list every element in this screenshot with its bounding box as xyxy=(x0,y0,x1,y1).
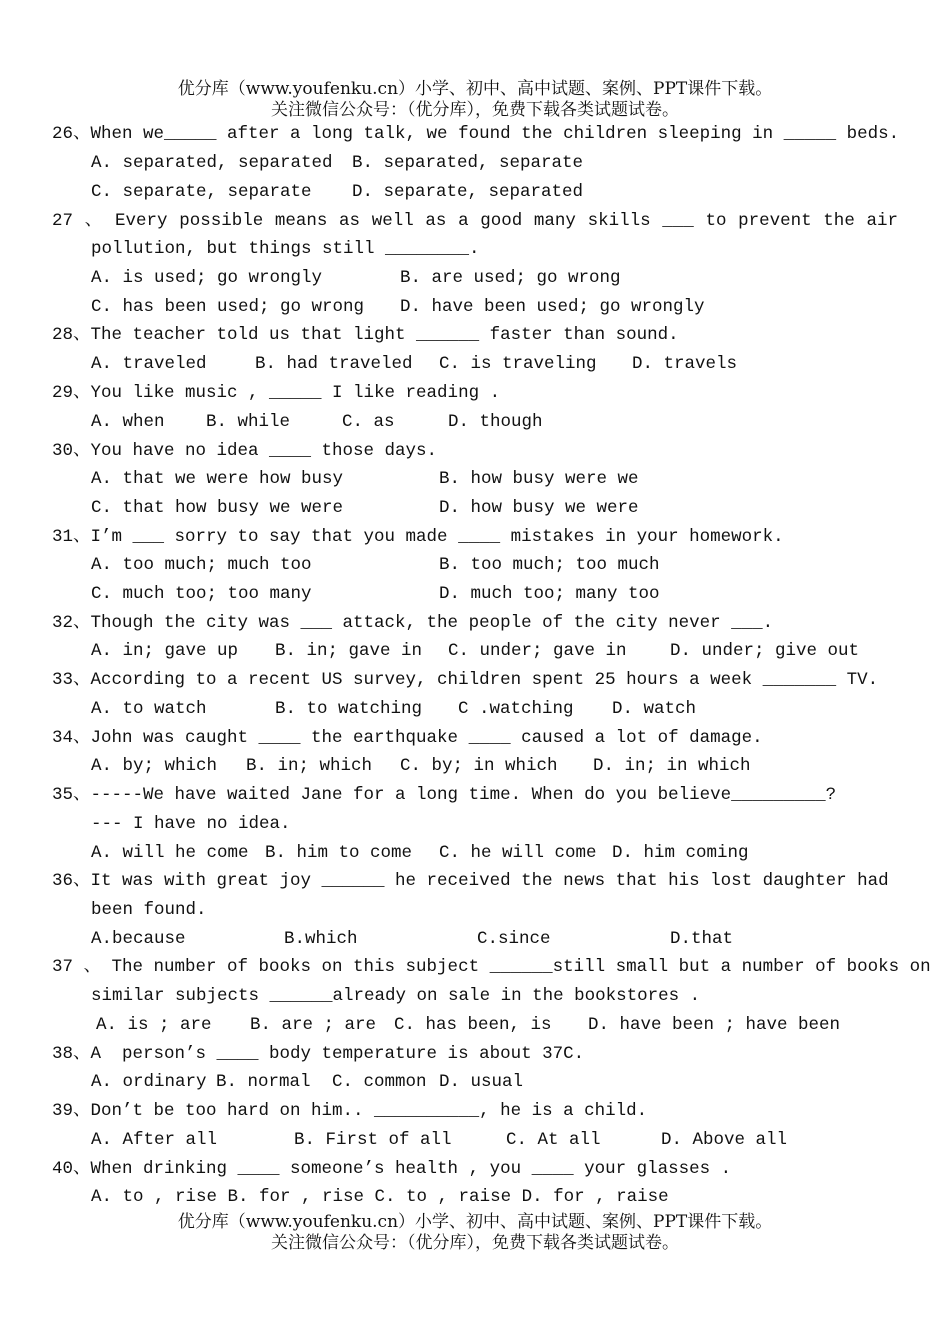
footer-line-1: 优分库（www.youfenku.cn）小学、初中、高中试题、案例、PPT课件下载。 xyxy=(177,1212,773,1232)
q35-option-c: C. he will come xyxy=(439,843,597,863)
q28-option-d: D. travels xyxy=(632,354,738,374)
q34-option-b: B. in; which xyxy=(246,756,373,776)
q27-option-b: B. are used; go wrong xyxy=(400,268,621,288)
q36-option-d: D.that xyxy=(670,929,734,949)
q28-option-a: A. traveled xyxy=(91,354,207,374)
q39-option-c: C. At all xyxy=(506,1130,601,1150)
q32-option-c: C. under; gave in xyxy=(448,641,627,661)
q40-stem: 40、When drinking ____ someone’s health , you ____ your glasses . xyxy=(52,1159,732,1179)
q40-options: A. to , rise B. for , rise C. to , raise D. for , raise xyxy=(91,1187,669,1207)
q37-stem-line-2: similar subjects ______already on sale in the bookstores . xyxy=(91,986,701,1006)
q38-option-a: A. ordinary xyxy=(91,1072,207,1092)
q32-option-d: D. under; give out xyxy=(670,641,860,661)
q35-stem-line-1: 35、-----We have waited Jane for a long time. When do you believe_________? xyxy=(52,785,837,805)
q38-option-d: D. usual xyxy=(439,1072,524,1092)
q34-option-d: D. in; in which xyxy=(593,756,751,776)
q29-option-d: D. though xyxy=(448,412,543,432)
q29-option-a: A. when xyxy=(91,412,165,432)
q27-stem-line-2: pollution, but things still ________. xyxy=(91,239,480,259)
q32-option-b: B. in; gave in xyxy=(275,641,423,661)
header-line-1: 优分库（www.youfenku.cn）小学、初中、高中试题、案例、PPT课件下载。 xyxy=(177,79,773,99)
q39-stem: 39、Don’t be too hard on him.. __________, he is a child. xyxy=(52,1101,648,1121)
header-line-2: 关注微信公众号：（优分库），免费下载各类试题试卷。 xyxy=(271,100,679,120)
q27-stem-line-1: 27 、 Every possible means as well as a good many skills ___ to prevent the air xyxy=(52,211,898,231)
q36-option-a: A.because xyxy=(91,929,186,949)
q39-option-d: D. Above all xyxy=(661,1130,788,1150)
q36-stem-line-1: 36、It was with great joy ______ he received the news that his lost daughter had xyxy=(52,871,889,891)
q30-stem: 30、You have no idea ____ those days. xyxy=(52,441,438,461)
q39-option-a: A. After all xyxy=(91,1130,218,1150)
q33-option-d: D. watch xyxy=(612,699,697,719)
q36-stem-line-2: been found. xyxy=(91,900,207,920)
q31-option-c: C. much too; too many xyxy=(91,584,312,604)
q33-option-c: C .watching xyxy=(458,699,574,719)
q35-option-a: A. will he come xyxy=(91,843,249,863)
q35-stem-line-2: --- I have no idea. xyxy=(91,814,291,834)
q29-option-c: C. as xyxy=(342,412,395,432)
q30-option-c: C. that how busy we were xyxy=(91,498,344,518)
q28-option-c: C. is traveling xyxy=(439,354,597,374)
q33-stem: 33、According to a recent US survey, children spent 25 hours a week _______ TV. xyxy=(52,670,879,690)
q38-option-b: B. normal xyxy=(216,1072,311,1092)
q28-option-b: B. had traveled xyxy=(255,354,413,374)
q27-option-a: A. is used; go wrongly xyxy=(91,268,323,288)
q36-option-b: B.which xyxy=(284,929,358,949)
q34-option-c: C. by; in which xyxy=(400,756,558,776)
q30-option-a: A. that we were how busy xyxy=(91,469,344,489)
q31-option-a: A. too much; much too xyxy=(91,555,312,575)
q35-option-d: D. him coming xyxy=(612,843,749,863)
q26-option-b: B. separated, separate xyxy=(352,153,584,173)
q37-option-d: D. have been ; have been xyxy=(588,1015,841,1035)
footer-line-2: 关注微信公众号：（优分库），免费下载各类试题试卷。 xyxy=(271,1233,679,1253)
q26-option-d: D. separate, separated xyxy=(352,182,584,202)
q27-option-d: D. have been used; go wrongly xyxy=(400,297,705,317)
q36-option-c: C.since xyxy=(477,929,551,949)
q37-option-b: B. are ; are xyxy=(250,1015,377,1035)
q38-stem: 38、A person’s ____ body temperature is about 37C. xyxy=(52,1044,585,1064)
q26-option-a: A. separated, separated xyxy=(91,153,333,173)
q35-option-b: B. him to come xyxy=(265,843,413,863)
q28-stem: 28、The teacher told us that light ______ faster than sound. xyxy=(52,325,679,345)
q32-stem: 32、Though the city was ___ attack, the people of the city never ___. xyxy=(52,613,774,633)
q37-option-c: C. has been, is xyxy=(394,1015,552,1035)
q29-option-b: B. while xyxy=(206,412,291,432)
q26-stem: 26、When we_____ after a long talk, we found the children sleeping in _____ beds. xyxy=(52,124,900,144)
q31-option-b: B. too much; too much xyxy=(439,555,660,575)
q30-option-b: B. how busy were we xyxy=(439,469,639,489)
q29-stem: 29、You like music , _____ I like reading . xyxy=(52,383,501,403)
q33-option-a: A. to watch xyxy=(91,699,207,719)
q38-option-c: C. common xyxy=(332,1072,427,1092)
q34-option-a: A. by; which xyxy=(91,756,218,776)
q34-stem: 34、John was caught ____ the earthquake ____ caused a lot of damage. xyxy=(52,728,763,748)
q32-option-a: A. in; gave up xyxy=(91,641,239,661)
q31-option-d: D. much too; many too xyxy=(439,584,660,604)
q27-option-c: C. has been used; go wrong xyxy=(91,297,365,317)
q37-option-a: A. is ; are xyxy=(96,1015,212,1035)
q33-option-b: B. to watching xyxy=(275,699,423,719)
q39-option-b: B. First of all xyxy=(294,1130,452,1150)
q31-stem: 31、I’m ___ sorry to say that you made ____ mistakes in your homework. xyxy=(52,527,784,547)
q26-option-c: C. separate, separate xyxy=(91,182,312,202)
q30-option-d: D. how busy we were xyxy=(439,498,639,518)
q37-stem-line-1: 37 、 The number of books on this subject ______still small but a number of books on xyxy=(52,957,931,977)
